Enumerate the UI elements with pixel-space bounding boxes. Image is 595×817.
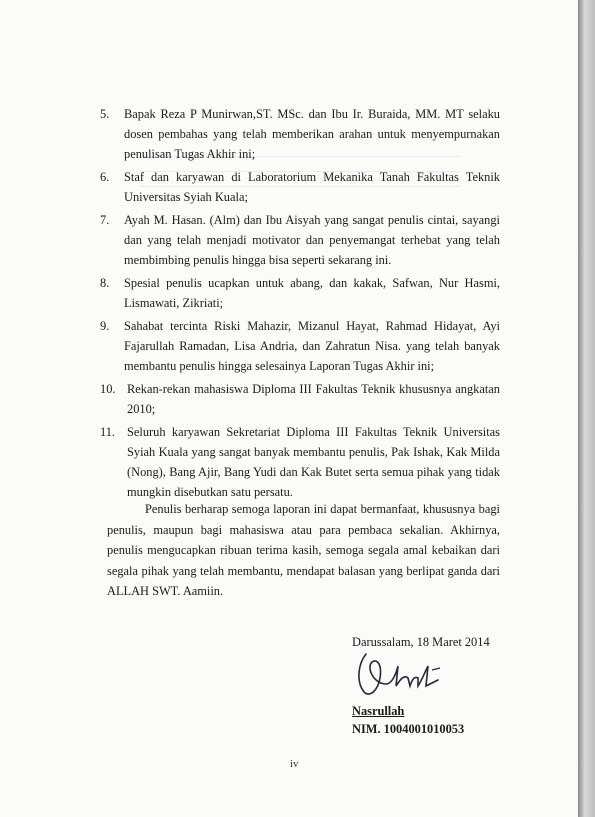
acknowledgement-list xyxy=(100,104,500,505)
list-item: 5. Bapak Reza P Munirwan,ST. MSc. dan Ibu Ir. Buraida, MM. MT selaku dosen pembahas yang telah memberikan arahan untuk menyempurnakan penulisan Tugas Akhir ini; xyxy=(100,107,500,161)
signer-name: Nasrullah xyxy=(352,704,405,718)
handwritten-signature xyxy=(352,640,442,710)
list-item-text: Ayah M. Hasan. (Alm) dan Ibu Aisyah yang sangat penulis cintai, sayangi dan yang telah menjadi motivator dan penyemangat terhebat yang telah membimbing penulis hingga bisa seperti sekarang ini. xyxy=(124,213,500,267)
list-item-text: Rekan-rekan mahasiswa Diploma III Fakultas Teknik khususnya angkatan 2010; xyxy=(127,382,500,416)
list-item-text: Sahabat tercinta Riski Mahazir, Mizanul Hayat, Rahmad Hidayat, Ayi Fajarullah Ramadan, Lisa Andria, dan Zahratun Nisa. yang telah banyak membantu penulis hingga selesainya Laporan Tugas Akhir ini; xyxy=(124,319,500,373)
page-edge xyxy=(578,0,595,817)
list-item: 9. Sahabat tercinta Riski Mahazir, Mizanul Hayat, Rahmad Hidayat, Ayi Fajarullah Ramadan, Lisa Andria, dan Zahratun Nisa. yang telah banyak membantu penulis hingga selesainya Laporan Tugas Akhir ini; xyxy=(100,319,500,373)
list-item: 8. Spesial penulis ucapkan untuk abang, dan kakak, Safwan, Nur Hasmi, Lismawati, Zikriati; xyxy=(100,276,500,310)
list-item-text: Bapak Reza P Munirwan,ST. MSc. dan Ibu Ir. Buraida, MM. MT selaku dosen pembahas yang telah memberikan arahan untuk menyempurnakan penulisan Tugas Akhir ini; xyxy=(124,107,500,161)
page-number: iv xyxy=(290,758,299,770)
place-date: Darussalam, 18 Maret 2014 xyxy=(352,635,490,649)
list-item: 10. Rekan-rekan mahasiswa Diploma III Fakultas Teknik khususnya angkatan 2010; xyxy=(100,382,500,416)
list-item: 11. Seluruh karyawan Sekretariat Diploma III Fakultas Teknik Universitas Syiah Kuala yang sangat banyak membantu penulis, Pak Ishak, Kak Milda (Nong), Bang Ajir, Bang Yudi dan Kak Butet serta semua pihak yang tidak mungkin disebutkan satu persatu. xyxy=(100,425,500,499)
list-item-text: Staf dan karyawan di Laboratorium Mekanika Tanah Fakultas Teknik Universitas Syiah Kuala; xyxy=(124,170,500,204)
list-item: 7. Ayah M. Hasan. (Alm) dan Ibu Aisyah yang sangat penulis cintai, sayangi dan yang telah menjadi motivator dan penyemangat terhebat yang telah membimbing penulis hingga bisa seperti sekarang ini. xyxy=(100,213,500,267)
list-item-text: Spesial penulis ucapkan untuk abang, dan kakak, Safwan, Nur Hasmi, Lismawati, Zikriati; xyxy=(124,276,500,310)
closing-paragraph: Penulis berharap semoga laporan ini dapat bermanfaat, khususnya bagi penulis, maupun bagi mahasiswa atau para pembaca sekalian. Akhirnya, penulis mengucapkan ribuan terima kasih, semoga segala amal kebaikan dari segala pihak yang telah membantu, mendapat balasan yang berlipat ganda dari ALLAH SWT. Aamiin. xyxy=(107,502,500,599)
list-item: 6. Staf dan karyawan di Laboratorium Mekanika Tanah Fakultas Teknik Universitas Syiah Kuala; xyxy=(100,170,500,204)
list-item-text: Seluruh karyawan Sekretariat Diploma III Fakultas Teknik Universitas Syiah Kuala yang sangat banyak membantu penulis, Pak Ishak, Kak Milda (Nong), Bang Ajir, Bang Yudi dan Kak Butet serta semua pihak yang tidak mungkin disebutkan satu persatu. xyxy=(127,425,500,499)
signer-nim: NIM. 1004001010053 xyxy=(352,722,465,736)
